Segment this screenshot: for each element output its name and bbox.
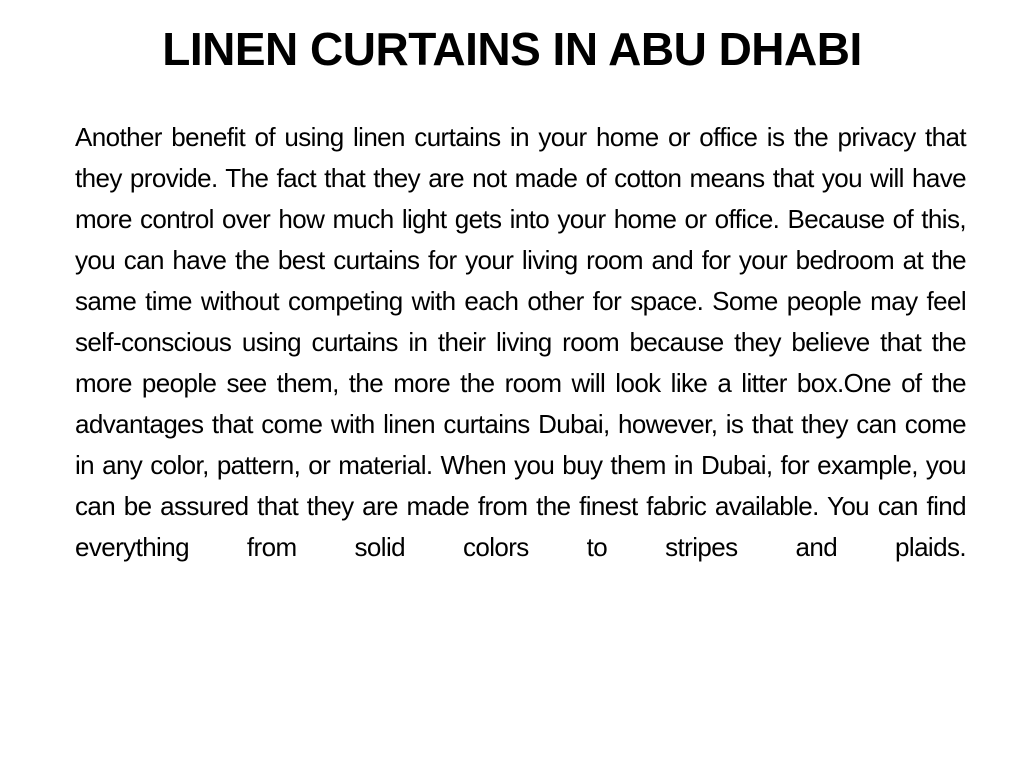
slide-body-text: Another benefit of using linen curtains in your home or office is the privacy that they provide. The fact that they are not made of cotton means that you will have more control over how much light gets into your home or office. Because of this, you can have the best curtains for your living room and for your bedroom at the same time without competing with each other for space. Some people may feel self-conscious using curtains in their living room because they believe that the more people see them, the more the room will look like a litter box.One of the advantages that come with linen curtains Dubai, however, is that they can come in any color, pattern, or material. When you buy them in Dubai, for example, you can be assured that they are made from the finest fabric available. You can find everything from solid colors to stripes and plaids. xyxy=(75,122,966,562)
slide-title: LINEN CURTAINS IN ABU DHABI xyxy=(162,23,862,75)
